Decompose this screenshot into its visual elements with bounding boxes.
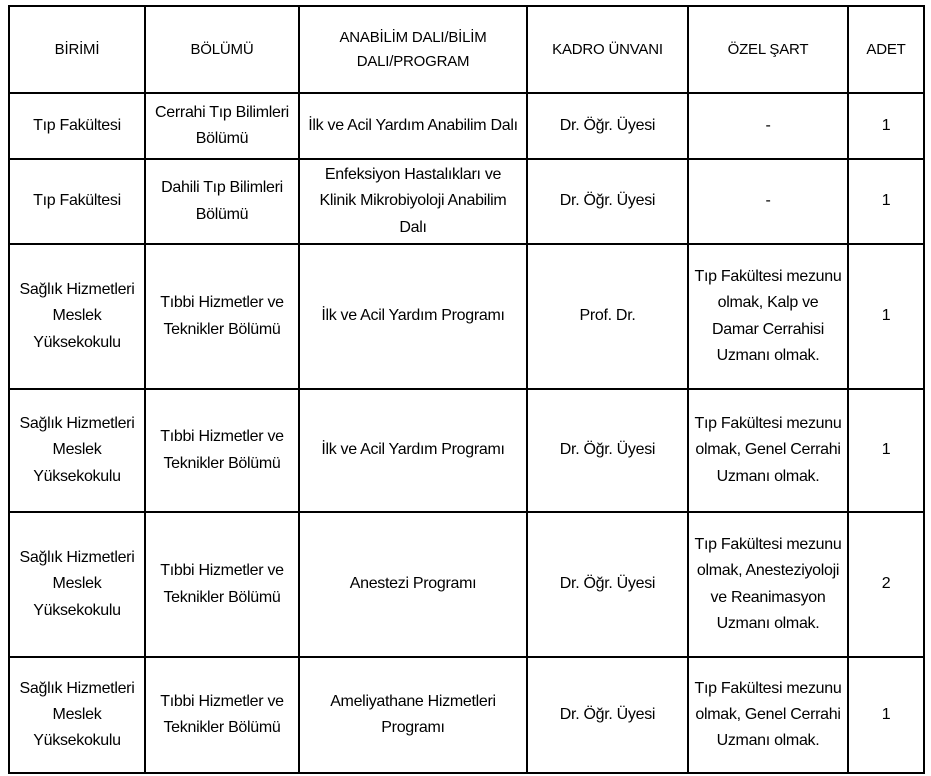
cell-bolumu: Tıbbi Hizmetler ve Teknikler Bölümü bbox=[145, 389, 299, 512]
cell-kadro: Dr. Öğr. Üyesi bbox=[527, 657, 688, 773]
cell-kadro: Dr. Öğr. Üyesi bbox=[527, 159, 688, 244]
cell-bolumu: Dahili Tıp Bilimleri Bölümü bbox=[145, 159, 299, 244]
cell-ozelsart: Tıp Fakültesi mezunu olmak, Genel Cerrahi Uzmanı olmak. bbox=[688, 389, 848, 512]
cell-anabilim: İlk ve Acil Yardım Programı bbox=[299, 244, 527, 389]
cell-bolumu: Cerrahi Tıp Bilimleri Bölümü bbox=[145, 93, 299, 159]
table-row bbox=[9, 512, 924, 657]
cell-ozelsart: Tıp Fakültesi mezunu olmak, Genel Cerrahi Uzmanı olmak. bbox=[688, 657, 848, 773]
cell-adet: 1 bbox=[848, 389, 924, 512]
cell-birimi: Sağlık Hizmetleri Meslek Yüksekokulu bbox=[9, 244, 145, 389]
cell-ozelsart: - bbox=[688, 93, 848, 159]
cell-birimi: Sağlık Hizmetleri Meslek Yüksekokulu bbox=[9, 389, 145, 512]
cell-anabilim: İlk ve Acil Yardım Programı bbox=[299, 389, 527, 512]
table-row bbox=[9, 389, 924, 512]
cell-anabilim: Enfeksiyon Hastalıkları ve Klinik Mikrobiyoloji Anabilim Dalı bbox=[299, 159, 527, 244]
column-header-kadro: KADRO ÜNVANI bbox=[527, 6, 688, 93]
cell-birimi: Tıp Fakültesi bbox=[9, 159, 145, 244]
column-header-anabilim: ANABİLİM DALI/BİLİM DALI/PROGRAM bbox=[299, 6, 527, 93]
cell-adet: 1 bbox=[848, 657, 924, 773]
cell-bolumu: Tıbbi Hizmetler ve Teknikler Bölümü bbox=[145, 512, 299, 657]
cell-bolumu: Tıbbi Hizmetler ve Teknikler Bölümü bbox=[145, 657, 299, 773]
table-row bbox=[9, 244, 924, 389]
cell-adet: 1 bbox=[848, 159, 924, 244]
cell-birimi: Tıp Fakültesi bbox=[9, 93, 145, 159]
cell-bolumu: Tıbbi Hizmetler ve Teknikler Bölümü bbox=[145, 244, 299, 389]
column-header-birimi: BİRİMİ bbox=[9, 6, 145, 93]
cell-kadro: Dr. Öğr. Üyesi bbox=[527, 389, 688, 512]
cell-adet: 2 bbox=[848, 512, 924, 657]
table-row bbox=[9, 93, 924, 159]
cell-kadro: Prof. Dr. bbox=[527, 244, 688, 389]
cell-kadro: Dr. Öğr. Üyesi bbox=[527, 512, 688, 657]
cell-adet: 1 bbox=[848, 93, 924, 159]
cell-adet: 1 bbox=[848, 244, 924, 389]
table-row bbox=[9, 159, 924, 244]
table-header-row bbox=[9, 6, 924, 93]
table-row bbox=[9, 657, 924, 773]
column-header-bolumu: BÖLÜMÜ bbox=[145, 6, 299, 93]
cell-birimi: Sağlık Hizmetleri Meslek Yüksekokulu bbox=[9, 657, 145, 773]
cell-birimi: Sağlık Hizmetleri Meslek Yüksekokulu bbox=[9, 512, 145, 657]
cell-ozelsart: Tıp Fakültesi mezunu olmak, Anesteziyoloji ve Reanimasyon Uzmanı olmak. bbox=[688, 512, 848, 657]
cell-ozelsart: Tıp Fakültesi mezunu olmak, Kalp ve Damar Cerrahisi Uzmanı olmak. bbox=[688, 244, 848, 389]
cell-anabilim: Anestezi Programı bbox=[299, 512, 527, 657]
cell-anabilim: Ameliyathane Hizmetleri Programı bbox=[299, 657, 527, 773]
cell-ozelsart: - bbox=[688, 159, 848, 244]
column-header-ozelsart: ÖZEL ŞART bbox=[688, 6, 848, 93]
column-header-adet: ADET bbox=[848, 6, 924, 93]
staff-positions-table bbox=[8, 5, 925, 774]
cell-kadro: Dr. Öğr. Üyesi bbox=[527, 93, 688, 159]
cell-anabilim: İlk ve Acil Yardım Anabilim Dalı bbox=[299, 93, 527, 159]
